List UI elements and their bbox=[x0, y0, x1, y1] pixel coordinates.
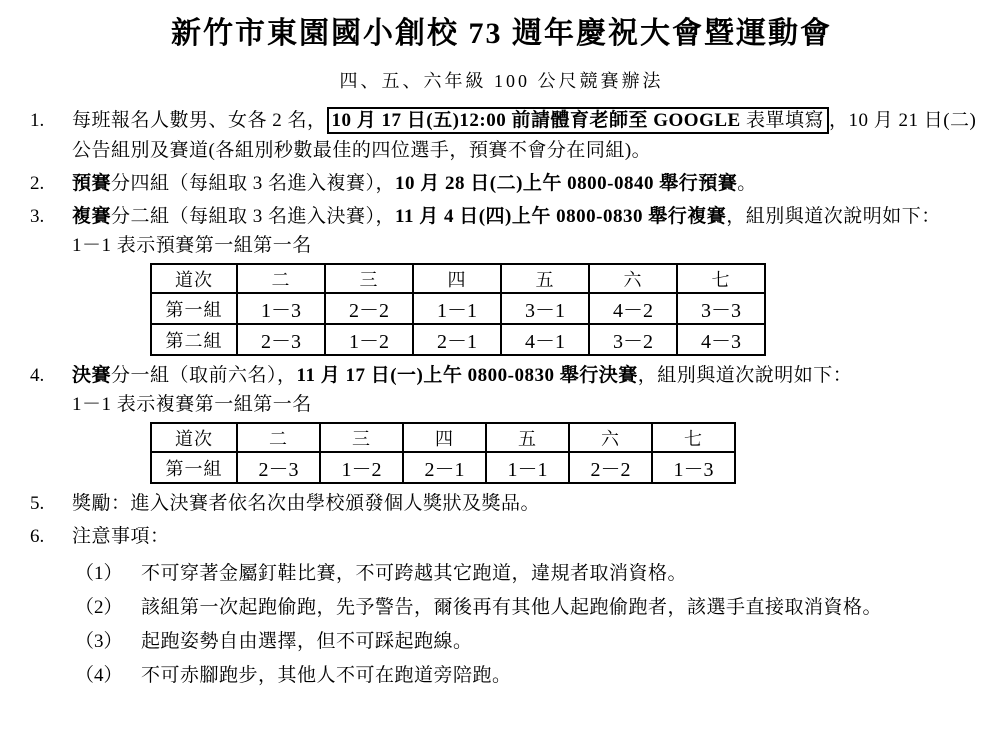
lane-assignment-cell: 4－2 bbox=[589, 293, 677, 324]
item1-deadline-bold-text: 10 月 17 日(五)12:00 前請體育老師至 GOOGLE bbox=[331, 110, 746, 131]
list-item-3-text bbox=[72, 202, 1003, 232]
lane-assignment-cell: 1－3 bbox=[652, 452, 735, 483]
lane-header-cell: 六 bbox=[589, 264, 677, 293]
notice-2-text: 該組第一次起跑偷跑，先予警告，爾後再有其他人起跑偷跑者，該選手直接取消資格。 bbox=[141, 597, 883, 618]
item4-round-name: 決賽 bbox=[72, 365, 112, 386]
item3-grouping-text: 分二組（每組取 3 名進入決賽）， bbox=[111, 206, 396, 227]
group-label-cell: 第二組 bbox=[151, 324, 237, 355]
list-item-notices bbox=[0, 522, 1003, 552]
group-label-cell: 第一組 bbox=[151, 452, 237, 483]
lane-header-cell: 二 bbox=[237, 264, 325, 293]
lane-assignment-cell: 1－1 bbox=[413, 293, 501, 324]
item4-schedule-bold: 11 月 17 日(一)上午 0800-0830 舉行決賽 bbox=[296, 365, 638, 386]
lane-header-cell: 三 bbox=[320, 423, 403, 452]
list-item-1-number: 1. bbox=[30, 110, 45, 131]
list-item-4-text bbox=[72, 361, 1003, 391]
item3-round-name: 複賽 bbox=[72, 206, 112, 227]
semifinal-group2-row bbox=[151, 324, 765, 355]
document-title: 新竹市東園國小創校 73 週年慶祝大會暨運動會 bbox=[171, 17, 832, 50]
final-table-wrapper bbox=[150, 422, 1003, 484]
semifinal-lane-table bbox=[150, 263, 766, 356]
lane-header-cell: 七 bbox=[652, 423, 735, 452]
notice-3-text: 起跑姿勢自由選擇，但不可踩起跑線。 bbox=[141, 631, 473, 652]
notice-4-number: （4） bbox=[75, 665, 123, 686]
list-item-semifinal bbox=[0, 202, 1003, 232]
lane-assignment-cell: 3－3 bbox=[677, 293, 765, 324]
semifinal-table-wrapper bbox=[150, 263, 1003, 356]
lane-assignment-cell: 2－2 bbox=[569, 452, 652, 483]
list-item-5-text: 獎勵：進入決賽者依名次由學校頒發個人獎狀及獎品。 bbox=[72, 493, 541, 514]
item1-announcement-text: ，10 月 21 日(二)公告組別及賽道(各組別秒數最佳的四位選手，預賽不會分在同組)。 bbox=[72, 110, 977, 161]
notice-1-number: （1） bbox=[75, 563, 123, 584]
notice-2-number: （2） bbox=[75, 597, 123, 618]
final-example-note: 1－1 表示複賽第一組第一名 bbox=[72, 394, 312, 415]
list-item-registration bbox=[0, 106, 1003, 166]
lane-header-cell: 四 bbox=[403, 423, 486, 452]
list-item-6-number: 6. bbox=[30, 526, 45, 547]
lane-assignment-cell: 2－1 bbox=[403, 452, 486, 483]
group-label-cell: 第一組 bbox=[151, 293, 237, 324]
list-item-2-number: 2. bbox=[30, 173, 45, 194]
semifinal-group1-row bbox=[151, 293, 765, 324]
list-item-5-number: 5. bbox=[30, 493, 45, 514]
lane-assignment-cell: 3－1 bbox=[501, 293, 589, 324]
lane-assignment-cell: 2－1 bbox=[413, 324, 501, 355]
item1-form-fill-text: 表單填寫 bbox=[745, 110, 824, 131]
notices-list bbox=[0, 559, 1003, 691]
item4-grouping-text: 分一組（取前六名）， bbox=[111, 365, 297, 386]
list-item-4-number: 4. bbox=[30, 365, 45, 386]
item4-lane-intro: ，組別與道次說明如下： bbox=[637, 365, 853, 386]
item3-schedule-bold: 11 月 4 日(四)上午 0800-0830 舉行複賽 bbox=[395, 206, 727, 227]
lane-header-cell: 六 bbox=[569, 423, 652, 452]
lane-header-cell: 四 bbox=[413, 264, 501, 293]
notice-3-number: （3） bbox=[75, 631, 123, 652]
semifinal-header-row bbox=[151, 264, 765, 293]
list-item-awards bbox=[0, 489, 1003, 519]
list-item-final bbox=[0, 361, 1003, 391]
lane-assignment-cell: 2－3 bbox=[237, 452, 320, 483]
final-group1-row bbox=[151, 452, 735, 483]
item2-round-name: 預賽 bbox=[72, 173, 112, 194]
item1-deadline-box bbox=[327, 107, 829, 134]
document-page bbox=[0, 14, 1003, 750]
lane-header-cell: 五 bbox=[501, 264, 589, 293]
lane-header-cell: 七 bbox=[677, 264, 765, 293]
lane-assignment-cell: 4－3 bbox=[677, 324, 765, 355]
item2-period: 。 bbox=[737, 173, 757, 194]
item1-intro-text: 每班報名人數男、女各 2 名， bbox=[72, 110, 327, 131]
list-item-3-number: 3. bbox=[30, 206, 45, 227]
lane-header-cell: 五 bbox=[486, 423, 569, 452]
lane-assignment-cell: 4－1 bbox=[501, 324, 589, 355]
final-header-row bbox=[151, 423, 735, 452]
notice-1-text: 不可穿著金屬釘鞋比賽，不可跨越其它跑道，違規者取消資格。 bbox=[141, 563, 688, 584]
lane-header-cell: 二 bbox=[237, 423, 320, 452]
final-lane-table bbox=[150, 422, 736, 484]
lane-assignment-cell: 2－2 bbox=[325, 293, 413, 324]
list-item-preliminary bbox=[0, 169, 1003, 199]
lane-assignment-cell: 3－2 bbox=[589, 324, 677, 355]
lane-assignment-cell: 2－3 bbox=[237, 324, 325, 355]
item3-lane-intro: ，組別與道次說明如下： bbox=[726, 206, 941, 227]
notice-subitem-3 bbox=[75, 627, 1003, 657]
semifinal-example-note: 1－1 表示預賽第一組第一名 bbox=[72, 235, 312, 256]
item2-grouping-text: 分四組（每組取 3 名進入複賽）， bbox=[111, 173, 396, 194]
lane-assignment-cell: 1－3 bbox=[237, 293, 325, 324]
list-item-6-text: 注意事項： bbox=[72, 526, 170, 547]
lane-header-cell: 道次 bbox=[151, 423, 237, 452]
lane-assignment-cell: 1－2 bbox=[320, 452, 403, 483]
list-item-1-text bbox=[72, 106, 1003, 166]
lane-assignment-cell: 1－1 bbox=[486, 452, 569, 483]
notice-subitem-4 bbox=[75, 661, 1003, 691]
list-item-2-text bbox=[72, 169, 1003, 199]
notice-subitem-2 bbox=[75, 593, 1003, 623]
lane-header-cell: 三 bbox=[325, 264, 413, 293]
notice-4-text: 不可赤腳跑步，其他人不可在跑道旁陪跑。 bbox=[141, 665, 512, 686]
document-subtitle: 四、五、六年級 100 公尺競賽辦法 bbox=[339, 71, 664, 91]
notice-subitem-1 bbox=[75, 559, 1003, 589]
lane-assignment-cell: 1－2 bbox=[325, 324, 413, 355]
item2-schedule-bold: 10 月 28 日(二)上午 0800-0840 舉行預賽 bbox=[395, 173, 738, 194]
lane-header-cell: 道次 bbox=[151, 264, 237, 293]
